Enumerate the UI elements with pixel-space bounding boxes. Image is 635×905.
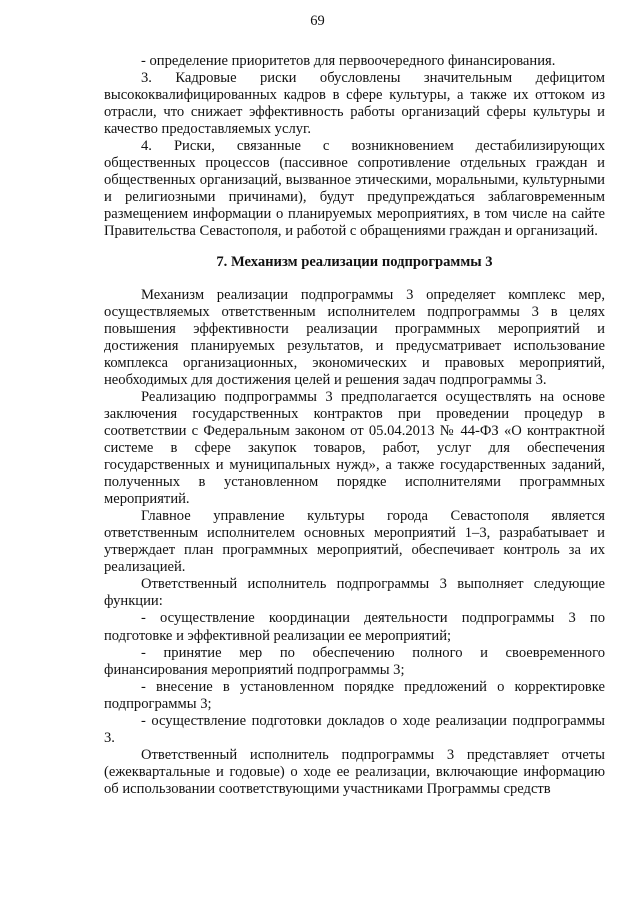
list-item: - осуществление подготовки докладов о ходе реализации подпрограммы 3. [104,712,605,746]
paragraph: Ответственный исполнитель подпрограммы 3 представляет отчеты (ежеквартальные и годовые) о ходе ее реализации, включающие информацию об использовании соответствующими участниками Программы средств [104,746,605,797]
paragraph: Ответственный исполнитель подпрограммы 3 выполняет следующие функции: [104,576,605,610]
paragraph: Механизм реализации подпрограммы 3 определяет комплекс мер, осуществляемых ответственным исполнителем подпрограммы 3 в целях повышения эффективности реализации программных мероприятий и достижения планируемых результатов, и предусматривает использование комплекса организационных, экономических и правовых мероприятий, необходимых для достижения целей и решения задач подпрограммы 3. [104,286,605,388]
list-item: - внесение в установленном порядке предложений о корректировке подпрограммы 3; [104,678,605,712]
document-body [104,53,605,798]
paragraph: Главное управление культуры города Севастополя является ответственным исполнителем основных мероприятий 1–3, разрабатывает и утверждает план программных мероприятий, обеспечивает контроль за их реализацией. [104,508,605,576]
list-item: - принятие мер по обеспечению полного и своевременного финансирования мероприятий подпрограммы 3; [104,644,605,678]
page-number: 69 [310,13,325,29]
paragraph: 4. Риски, связанные с возникновением дестабилизирующих общественных процессов (пассивное сопротивление отдельных граждан и общественных организаций, вызванное этическими, моральными, культурными и религиозными причинами), будут предупреждаться заблаговременным размещением информации о планируемых мероприятиях, в том числе на сайте Правительства Севастополя, и работой с обращениями граждан и организаций. [104,138,605,240]
paragraph: 3. Кадровые риски обусловлены значительным дефицитом высококвалифицированных кадров в сфере культуры, а также их оттоком из отрасли, что снижает эффективность работы организаций сферы культуры и качество предоставляемых услуг. [104,70,605,138]
list-item: - осуществление координации деятельности подпрограммы 3 по подготовке и эффективной реализации ее мероприятий; [104,610,605,644]
section-heading: 7. Механизм реализации подпрограммы 3 [216,253,493,270]
paragraph: - определение приоритетов для первоочередного финансирования. [141,53,556,69]
paragraph: Реализацию подпрограммы 3 предполагается осуществлять на основе заключения государственных контрактов при проведении процедур в соответствии с Федеральным законом от 05.04.2013 № 44-ФЗ «О контрактной системе в сфере закупок товаров, работ, услуг для обеспечения государственных и муниципальных нужд», а также государственных заданий, полученных в установленном порядке исполнителями программных мероприятий. [104,388,605,508]
